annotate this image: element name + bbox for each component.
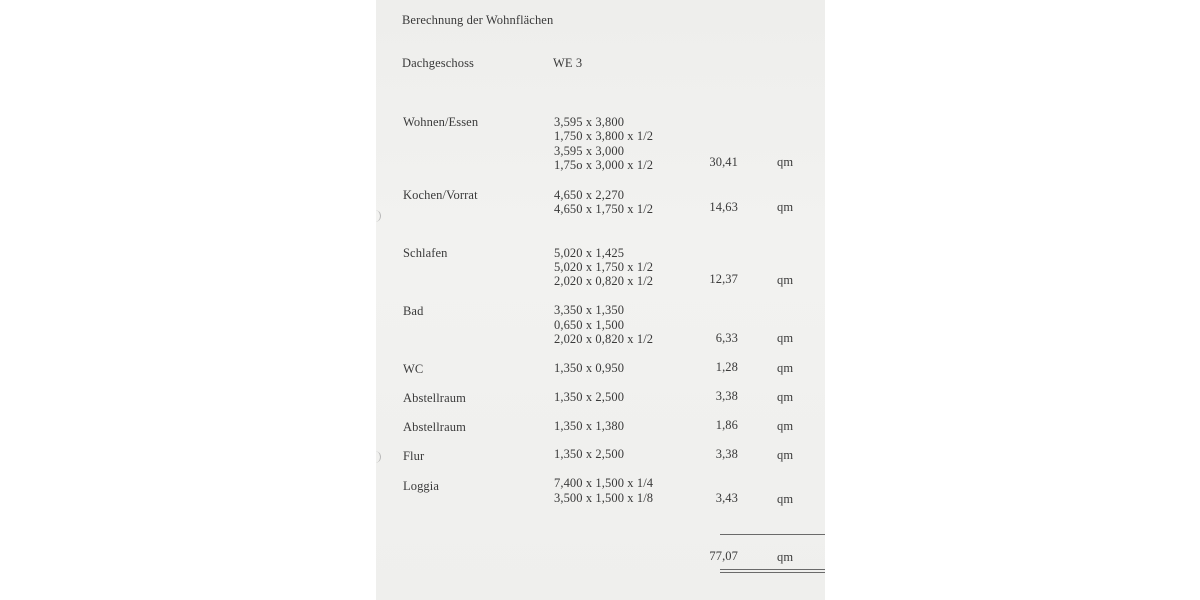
floor-label: Dachgeschoss <box>402 56 475 70</box>
room-calc-line: 0,650 x 1,500 <box>554 318 625 332</box>
room-calc-line: 4,650 x 2,270 <box>554 188 625 202</box>
unit-name: WE 3 <box>553 56 583 70</box>
room-calc-line: 7,400 x 1,500 x 1/4 <box>554 476 654 490</box>
room-area: 1,28 <box>715 360 738 374</box>
total-area: 77,07 <box>709 549 738 563</box>
room-calc-line: 3,350 x 1,350 <box>554 303 625 317</box>
punch-hole-mark <box>376 210 381 222</box>
room-name: Abstellraum <box>403 391 466 405</box>
area-unit: qm <box>777 361 794 375</box>
area-unit: qm <box>777 331 794 345</box>
room-calc-line: 3,595 x 3,800 <box>554 115 625 129</box>
document-page <box>376 0 825 600</box>
room-name: Schlafen <box>403 246 448 260</box>
room-name: WC <box>403 362 424 376</box>
double-underline <box>720 569 825 570</box>
room-area: 6,33 <box>715 331 738 345</box>
room-area: 14,63 <box>709 200 738 214</box>
room-area: 3,43 <box>715 491 738 505</box>
room-calc-line: 4,650 x 1,750 x 1/2 <box>554 202 654 216</box>
room-calc-line: 2,020 x 0,820 x 1/2 <box>554 274 654 288</box>
room-area: 3,38 <box>715 389 738 403</box>
room-name: Abstellraum <box>403 420 466 434</box>
area-unit: qm <box>777 200 794 214</box>
area-unit: qm <box>777 550 794 564</box>
room-calc-line: 3,595 x 3,000 <box>554 144 625 158</box>
area-unit: qm <box>777 390 794 404</box>
room-name: Kochen/Vorrat <box>403 188 478 202</box>
area-unit: qm <box>777 448 794 462</box>
document-title: Berechnung der Wohnflächen <box>402 13 554 27</box>
area-unit: qm <box>777 492 794 506</box>
double-underline <box>720 572 825 573</box>
room-calc-line: 1,350 x 1,380 <box>554 419 625 433</box>
room-name: Wohnen/Essen <box>403 115 479 129</box>
room-name: Loggia <box>403 479 440 493</box>
room-name: Bad <box>403 304 424 318</box>
punch-hole-mark <box>376 451 381 463</box>
room-area: 12,37 <box>709 272 738 286</box>
room-calc-line: 3,500 x 1,500 x 1/8 <box>554 491 654 505</box>
area-unit: qm <box>777 155 794 169</box>
room-calc-line: 1,350 x 2,500 <box>554 390 625 404</box>
room-area: 1,86 <box>715 418 738 432</box>
sum-line <box>720 534 825 535</box>
room-area: 3,38 <box>715 447 738 461</box>
area-unit: qm <box>777 419 794 433</box>
room-name: Flur <box>403 449 425 463</box>
room-calc-line: 1,350 x 0,950 <box>554 361 625 375</box>
room-calc-line: 1,75o x 3,000 x 1/2 <box>554 158 654 172</box>
area-unit: qm <box>777 273 794 287</box>
room-area: 30,41 <box>709 155 738 169</box>
room-calc-line: 5,020 x 1,425 <box>554 246 625 260</box>
room-calc-line: 1,750 x 3,800 x 1/2 <box>554 129 654 143</box>
room-calc-line: 5,020 x 1,750 x 1/2 <box>554 260 654 274</box>
room-calc-line: 1,350 x 2,500 <box>554 447 625 461</box>
room-calc-line: 2,020 x 0,820 x 1/2 <box>554 332 654 346</box>
